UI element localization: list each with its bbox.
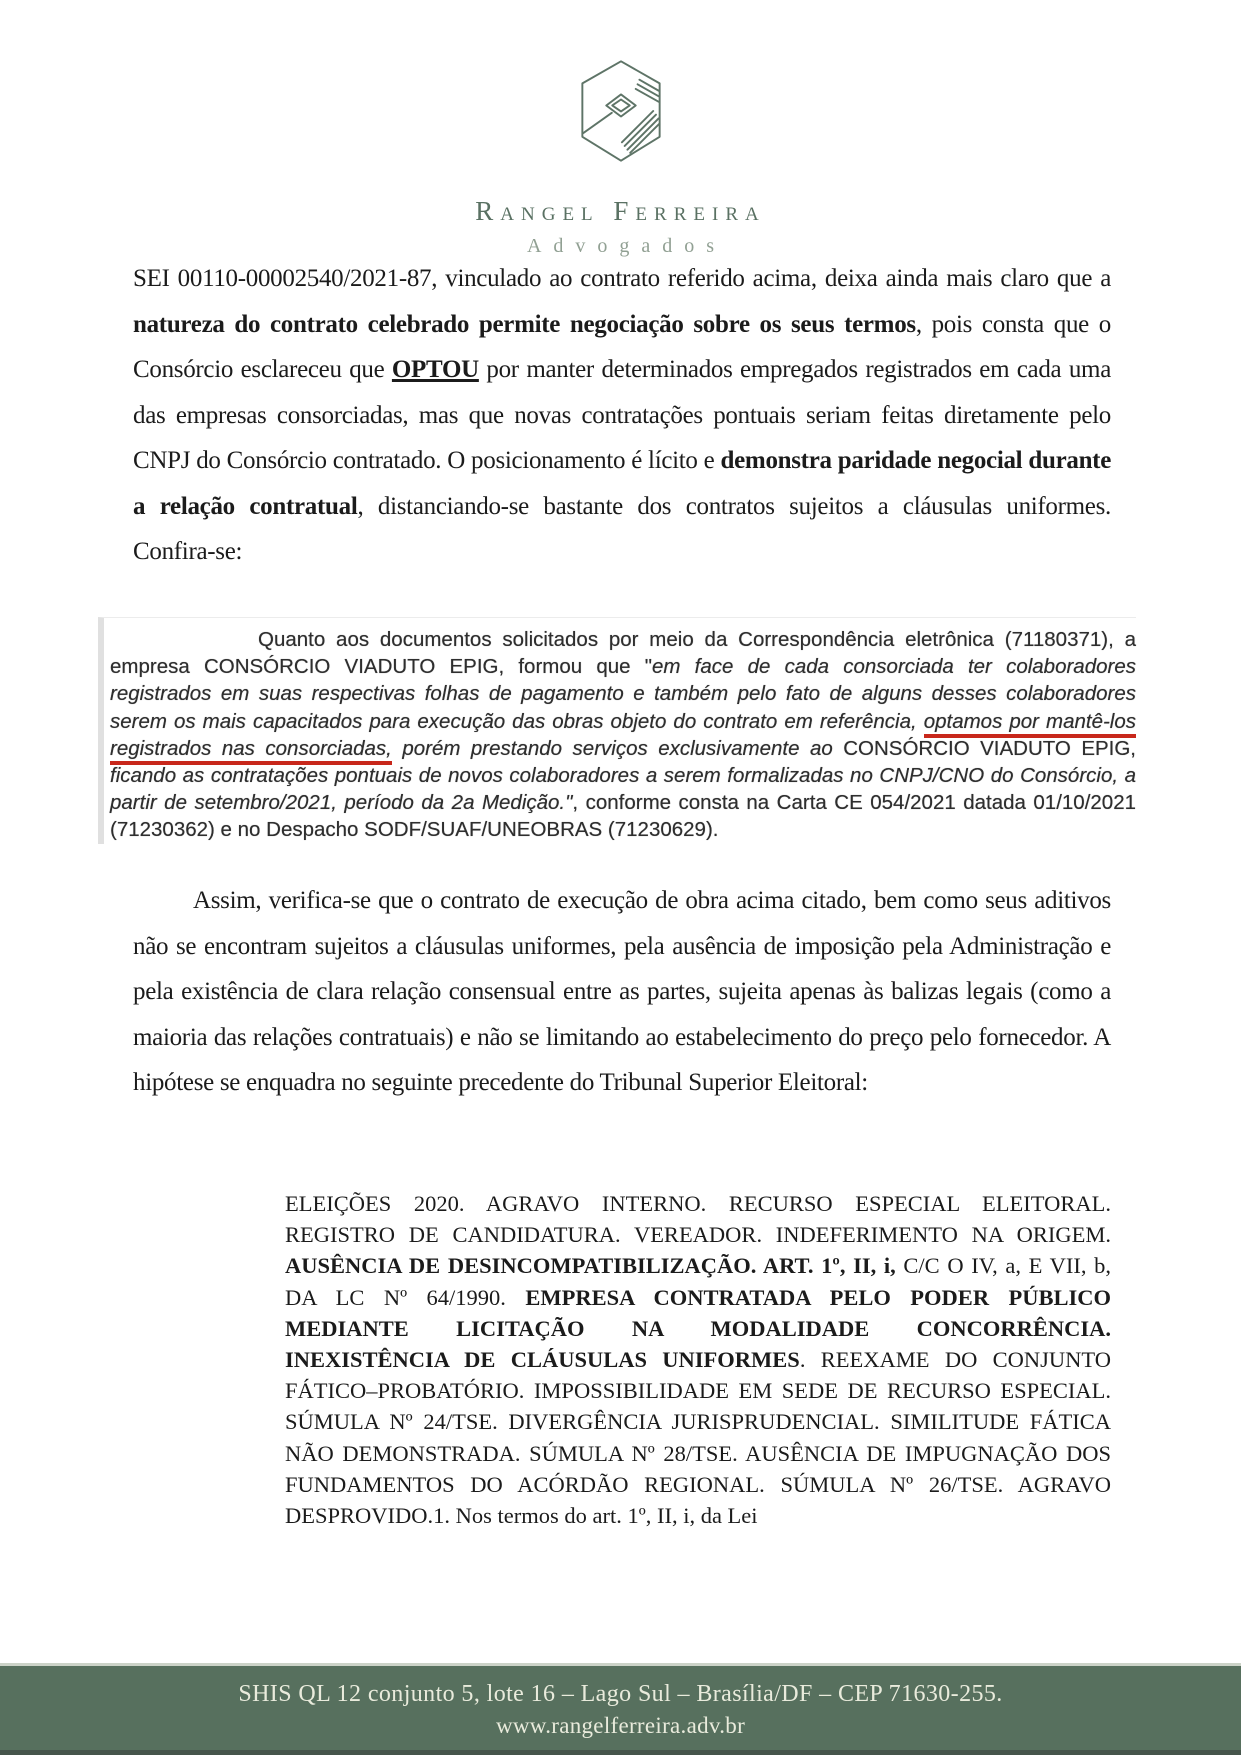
footer-website: www.rangelferreira.adv.br xyxy=(495,1713,746,1738)
quote-screenshot-consorcio: Quanto aos documentos solicitados por meio da Correspondência eletrônica (71180371), a empresa CONSÓRCIO VIADUTO EPIG, formou que "em face de cada consorciada ter colaboradores registrados em suas respectivas folhas de pagamento e também pelo fato de alguns desses colaboradores serem os mais capacitados para execução das obras objeto do contrato em referência, optamos por mantê-los registrados nas consorciadas, porém prestando serviços exclusivamente ao CONSÓRCIO VIADUTO EPIG, ficando as contratações pontuais de novos colaboradores a serem formalizadas no CNPJ/CNO do Consórcio, a partir de setembro/2021, período da 2a Medição.", conforme consta na Carta CE 054/2021 datada 01/10/2021 (71230362) e no Despacho SODF/SUAF/UNEOBRAS (71230629). xyxy=(98,617,1136,844)
paragraph-conclusion: Assim, verifica-se que o contrato de execução de obra acima citado, bem como seus aditivos não se encontram sujeitos a cláusulas uniformes, pela ausência de imposição pela Administração e pela existência de clara relação consensual entre as partes, sujeita apenas às balizas legais (como a maioria das relações contratuais) e não se limitando ao estabelecimento do preço pelo fornecedor. A hipótese se enquadra no seguinte precedente do Tribunal Superior Eleitoral: xyxy=(133,887,1111,1096)
footer-address: SHIS QL 12 conjunto 5, lote 16 – Lago Sul – Brasília/DF – CEP 71630-255. xyxy=(238,1681,1003,1707)
letterhead xyxy=(0,55,1241,258)
page-bottom-edge xyxy=(0,1750,1241,1755)
firm-logo-icon xyxy=(575,55,667,167)
firm-subtitle: Advogados xyxy=(526,235,727,257)
paragraph-contract-nature: SEI 00110-00002540/2021-87, vinculado ao contrato referido acima, deixa ainda mais claro que a natureza do contrato celebrado permite negociação sobre os seus termos, pois consta que o Consórcio esclareceu que OPTOU por manter determinados empregados registrados em cada uma das empresas consorciadas, mas que novas contratações pontuais seriam feitas diretamente pelo CNPJ do Consórcio contratado. O posicionamento é lícito e demonstra paridade negocial durante a relação contratual, distanciando-se bastante dos contratos sujeitos a cláusulas uniformes. Confira-se: xyxy=(133,265,1111,565)
precedent-quote-tse: ELEIÇÕES 2020. AGRAVO INTERNO. RECURSO ESPECIAL ELEITORAL. REGISTRO DE CANDIDATURA. VEREADOR. INDEFERIMENTO NA ORIGEM. AUSÊNCIA DE DESINCOMPATIBILIZAÇÃO. ART. 1º, II, i, C/C O IV, a, E VII, b, DA LC Nº 64/1990. EMPRESA CONTRATADA PELO PODER PÚBLICO MEDIANTE LICITAÇÃO NA MODALIDADE CONCORRÊNCIA. INEXISTÊNCIA DE CLÁUSULAS UNIFORMES. REEXAME DO CONJUNTO FÁTICO–PROBATÓRIO. IMPOSSIBILIDADE EM SEDE DE RECURSO ESPECIAL. SÚMULA Nº 24/TSE. DIVERGÊNCIA JURISPRUDENCIAL. SIMILITUDE FÁTICA NÃO DEMONSTRADA. SÚMULA Nº 28/TSE. AUSÊNCIA DE IMPUGNAÇÃO DOS FUNDAMENTOS DO ACÓRDÃO REGIONAL. SÚMULA Nº 26/TSE. AGRAVO DESPROVIDO.1. Nos termos do art. 1º, II, i, da Lei xyxy=(285,1191,1112,1529)
footer xyxy=(0,1663,1241,1755)
firm-name: Rangel Ferreira xyxy=(475,196,766,226)
